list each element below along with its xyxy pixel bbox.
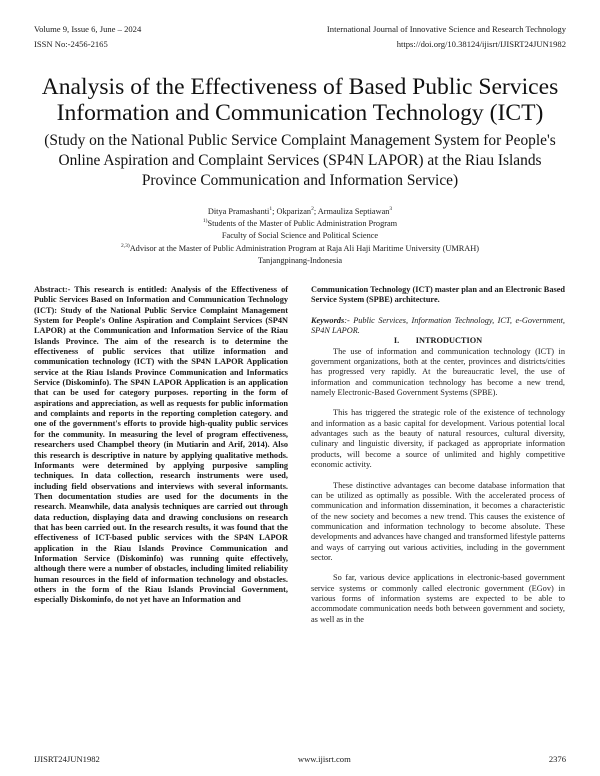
left-column [34, 285, 288, 606]
paper-subtitle: (Study on the National Public Service Complaint Management System for People's Online Aspiration and Complaint Services (SP4N LAPOR) at the Riau Islands Province Communication and Information Service) [44, 132, 556, 189]
right-column [311, 285, 565, 635]
volume-issue: Volume 9, Issue 6, June – 2024 [34, 24, 142, 34]
abstract-text: Abstract:- This research is entitled: Analysis of the Effectiveness of Public Services Based on Information and Communication Technology (ICT): Study of the National Public Service Complaint Management System for People's Online Aspiration and Complaint Services (SP4N LAPOR) at the Communication and Information Service of the Riau Islands Province. The aim of the research is to determine the effectiveness of public services that utilize information and communication technology (ICT) with the SP4N LAPOR Application service at the Riau Islands Province Communication and Informatics Service (Diskominfo). The SP4N LAPOR Application is an application that can be used for category purposes. reporting in the form of aspirations and appreciation, as well as requests for public information and complaints and reports in the reporting completion category. and one of the government's efforts to provide high-quality public services for the community. In measuring the level of program effectiveness, researchers used Champbel theory (in Mutiarin and Arif, 2014). Also this research is descriptive in nature by applying qualitative methods. Informants were determined by applying purposive sampling techniques. In data collection, research instruments were used, including field observations and interviews with several informants. Then documentation studies are used for the documents in the research. Meanwhile, data analysis techniques are carried out through data reduction, displaying data and drawing conclusions on research that has been carried out. In the research results, it was found that the effectiveness of ICT-based public services with the SP4N LAPOR application in the Riau Islands Province Communication and Information Service (Diskominfo) was running quite effectively, although there were a number of obstacles, including limited reliability human resources in the field of information technology and obstacles. others in the form of the Riau Islands Provincial Government, especially Diskominfo, do not yet have an Information and [34, 285, 288, 605]
running-header-top [34, 24, 566, 34]
keywords [311, 316, 565, 337]
issn: ISSN No:-2456-2165 [34, 39, 108, 49]
paragraph: The use of information and communication technology (ICT) in government organizations, both at the center, provinces and districts/cities has progressed very rapidly. At the bureaucratic level, the use of information and communication technology has become a new trend, namely Electronic-Based Government Systems (SPBE). [311, 346, 565, 398]
page-footer [34, 754, 566, 764]
section-heading: I. INTRODUCTION [393, 336, 483, 346]
paragraph: These distinctive advantages can become database information that can be utilized as optimally as possible. With the accelerated process of communication and information dissemination, it becomes a characteristic of the new society and becomes a new trend. This causes the existence of communication and information technology to become absolute. These developments and advances have changed and transformed lifestyle patterns and ways of carrying out various activities, including in the government sector. [311, 480, 565, 562]
affiliation: Tanjangpinang-Indonesia [257, 255, 343, 265]
paragraph: So far, various device applications in electronic-based government service systems or commonly called electronic government (EGov) in various forms of information systems are expected to be able to accommodate communication needs both between government and society, as well as in the [311, 573, 565, 624]
author-name: Ditya Pramashanti [207, 207, 270, 216]
page-number: 2376 [548, 754, 566, 764]
keywords-text: :- Public Services, Information Technology, ICT, e-Government, SP4N LAPOR. [311, 315, 565, 336]
author-list: Ditya Pramashanti$^1$; Okparizan$^2$; Armauliza Septiawan$^3$ [207, 206, 393, 216]
paragraph: This has triggered the strategic role of the existence of technology and information as a basic capital for development. Various potential local advantages such as the beauty of natural resources, cultural diversity, culinary and linguistic diversity, if packaged as appropriate information products, will become a source of unlimited and highly competitive economic activity. [311, 408, 565, 470]
affiliation: Faculty of Social Science and Political Science [221, 231, 379, 241]
abstract-continuation: Communication Technology (ICT) master plan and an Electronic Based Service System (SPBE) architecture. [311, 285, 565, 305]
running-header-bottom [34, 39, 566, 49]
keywords-label: Keywords [311, 315, 345, 325]
paper-title: Analysis of the Effectiveness of Based Public Services Information and Communication Technology (ICT) [41, 74, 559, 126]
affiliation: $^{1)}$Students of the Master of Public Administration Program [202, 218, 398, 229]
website-link[interactable]: www.ijisrt.com [297, 754, 351, 764]
paper-id: IJISRT24JUN1982 [34, 754, 100, 764]
affiliation: $^{2,3)}$Advisor at the Master of Public Administration Program at Raja Ali Haji Maritime University (UMRAH) [120, 242, 480, 253]
author-name: Okparizan [276, 207, 312, 216]
author-block [30, 206, 570, 267]
journal-name: International Journal of Innovative Science and Research Technology [326, 24, 566, 34]
doi-link[interactable]: https://doi.org/10.38124/ijisrt/IJISRT24JUN1982 [396, 39, 566, 49]
author-name: Armauliza Septiawan [317, 207, 390, 216]
